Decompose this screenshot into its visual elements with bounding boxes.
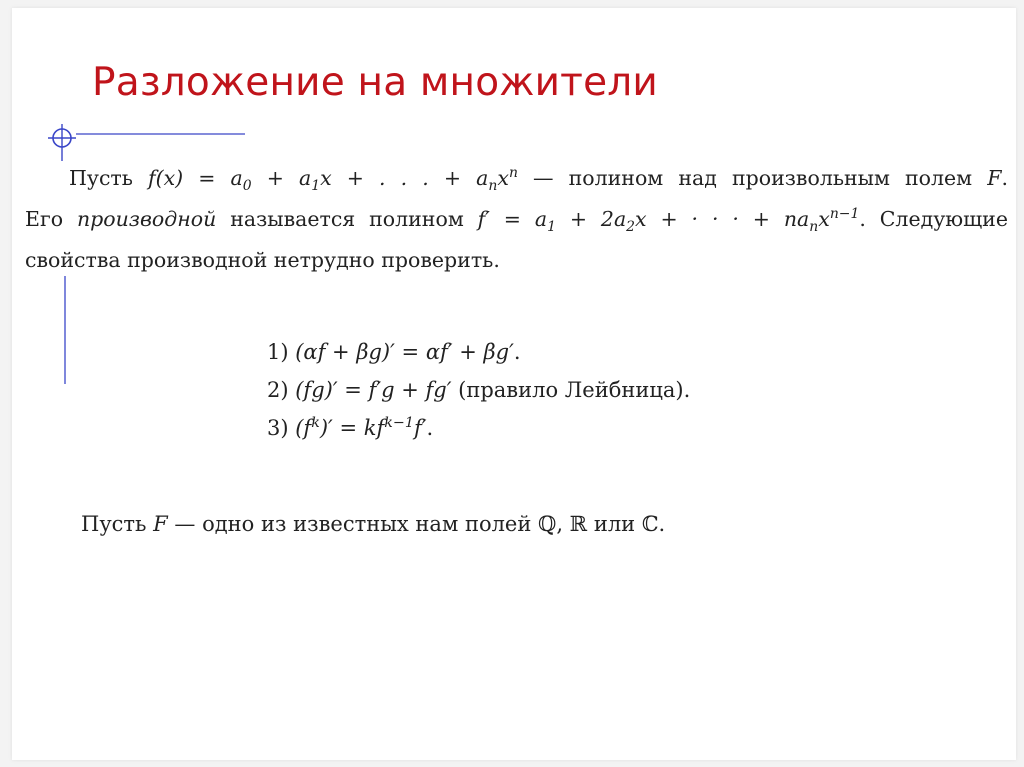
closing-sentence: Пусть F — одно из известных нам полей ℚ, ℝ или ℂ. <box>81 512 666 536</box>
slide <box>12 8 1016 760</box>
intro-line-2: Его производной называется полином $f' = a_1 + 2a_2x$ + · · · + $na_nx^{n-1}$. Следующие <box>25 206 1008 236</box>
derivative-term: производной <box>76 207 217 231</box>
crosshair-icon <box>48 124 76 161</box>
intro-line-1: Пусть $f(x) = a_0 + a_1x$ + . . . + $a_nx^n$ — полином над произвольным полем F. <box>69 165 1008 195</box>
number-fields: ℚ, ℝ <box>538 512 588 536</box>
slide-title: Разложение на множители <box>92 60 658 105</box>
property-item-2: 2) (fg)′ = f′g + fg′ (правило Лейбница). <box>267 378 691 402</box>
derivative-properties-list <box>267 333 690 447</box>
intro-line-3: свойства производной нетрудно проверить. <box>25 248 500 272</box>
property-item-1: 1) (αf + βg)′ = αf′ + βg′. <box>267 340 521 364</box>
intro-paragraph <box>25 158 1008 281</box>
property-item-3: 3) $(f^k)' = kf^{k-1}f'$. <box>267 415 434 440</box>
complex-field: ℂ <box>641 512 659 536</box>
